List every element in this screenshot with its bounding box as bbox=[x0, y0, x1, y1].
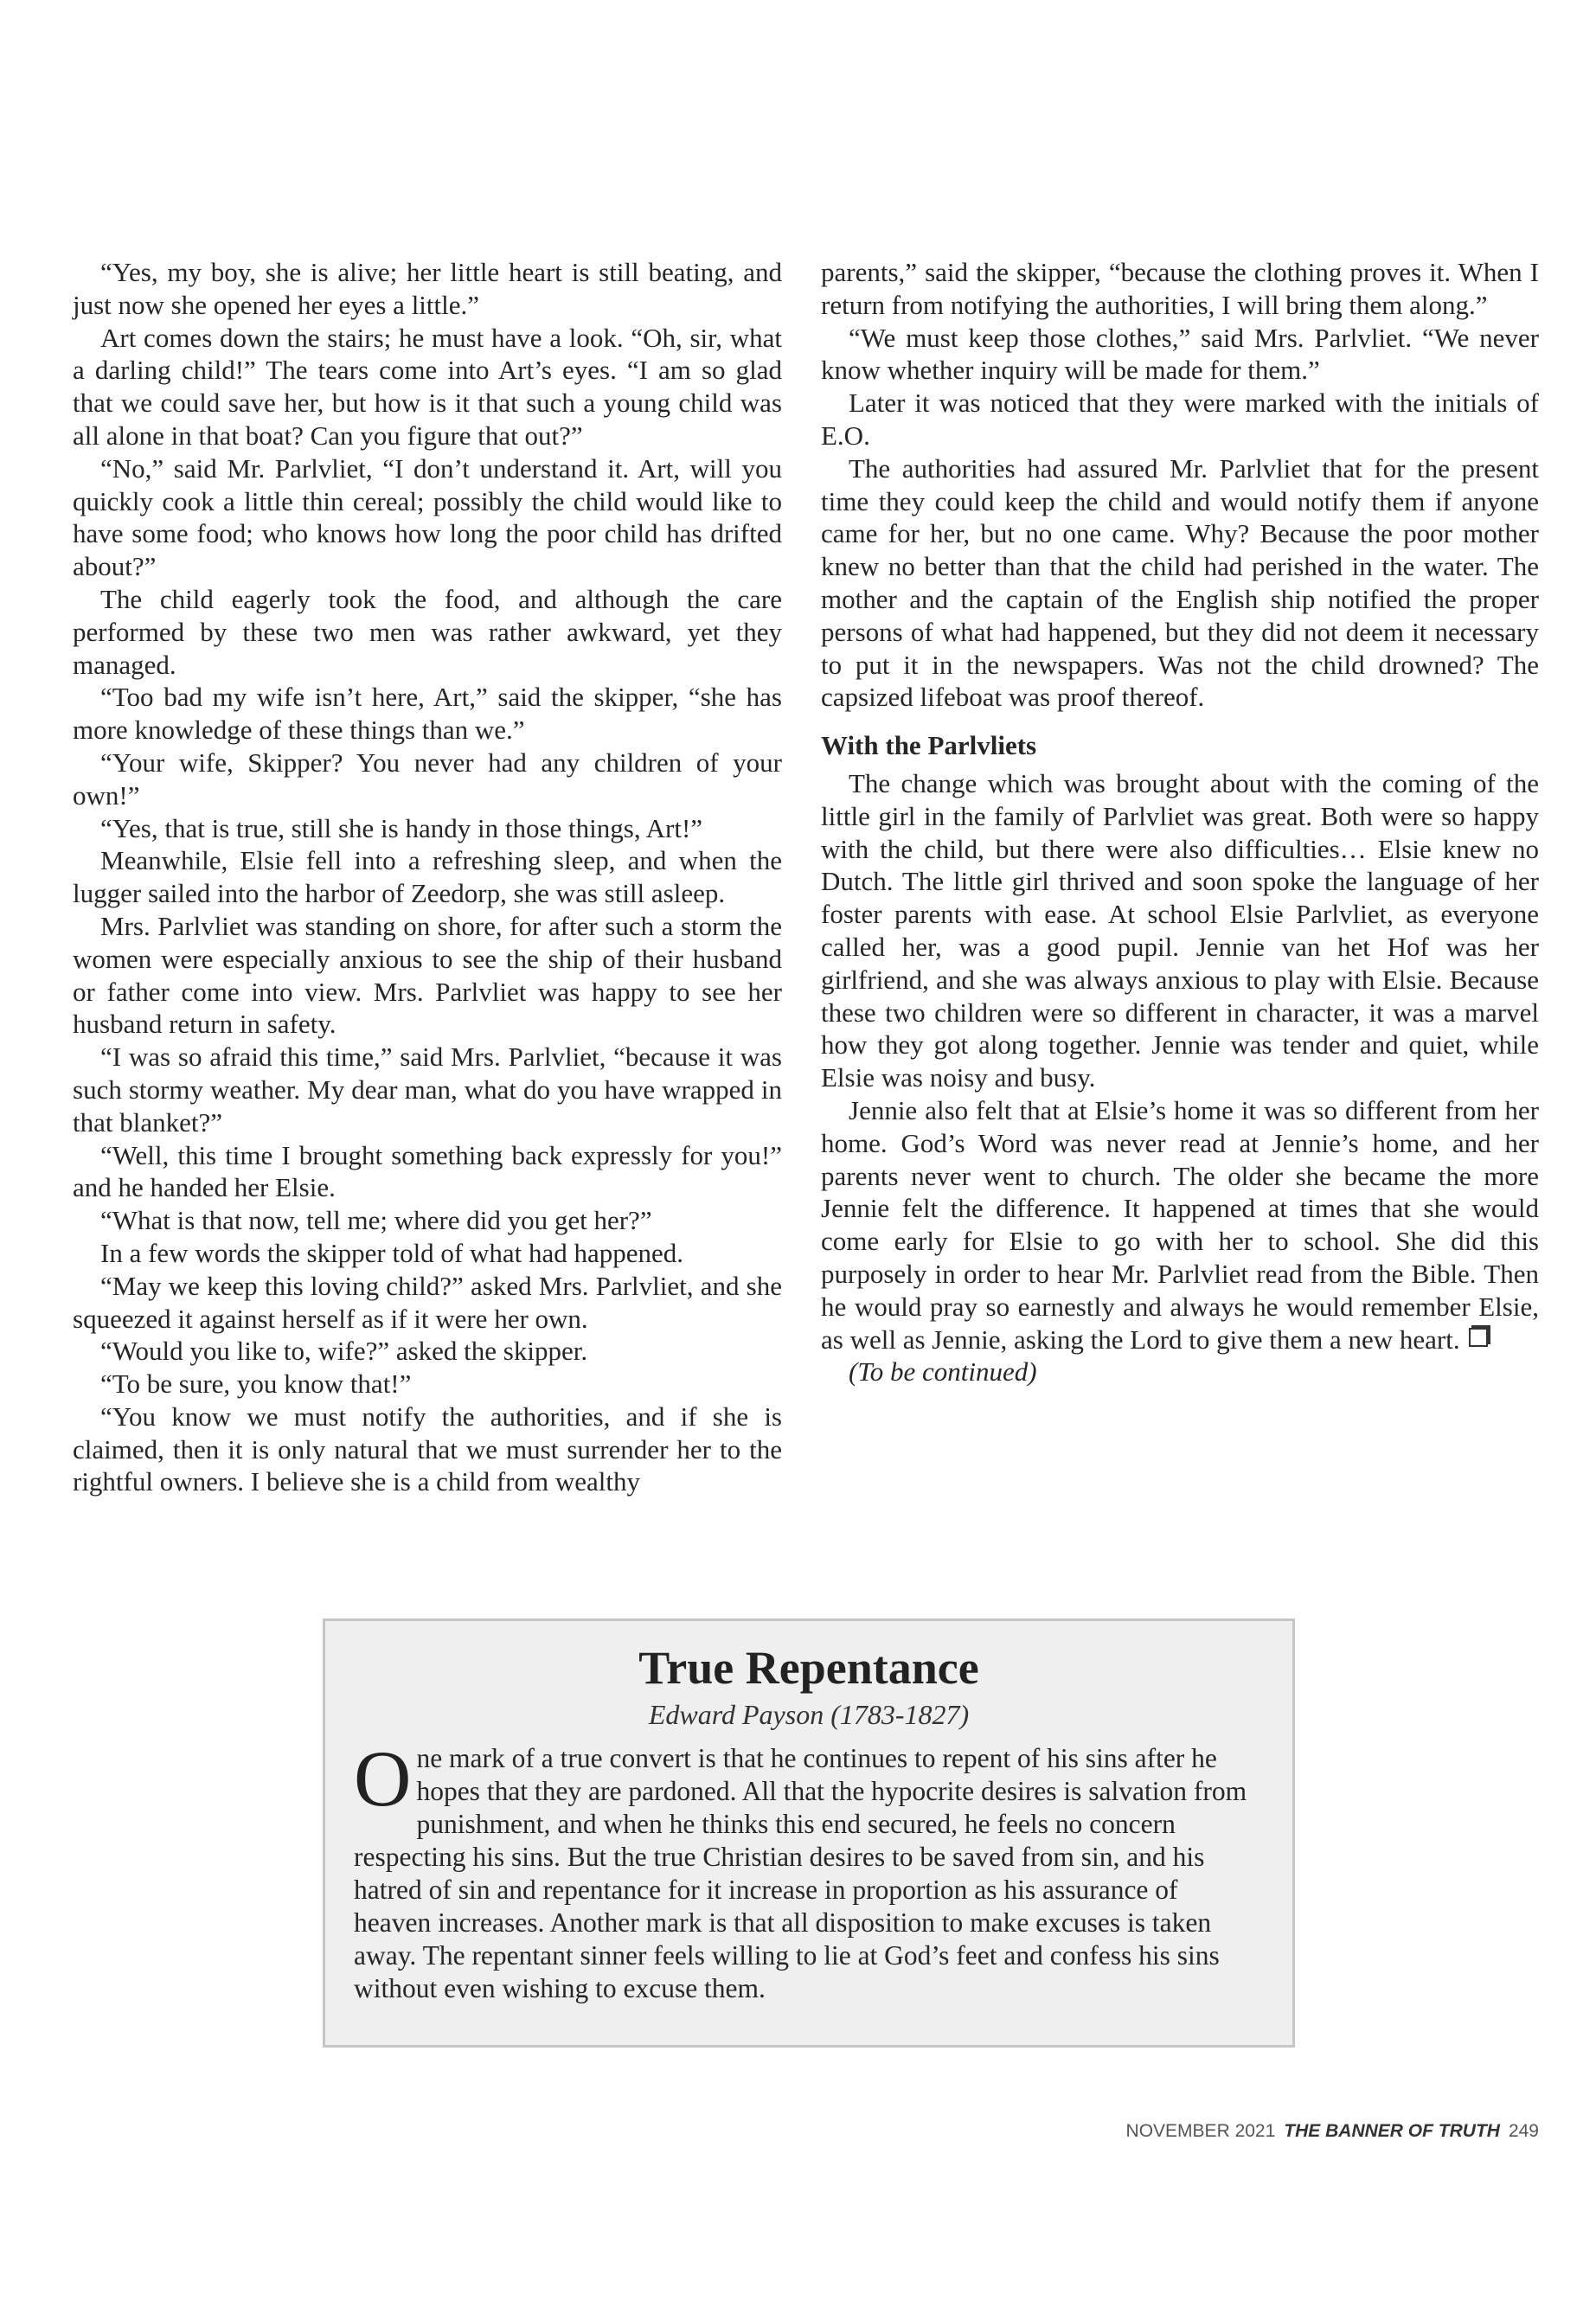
final-paragraph-text: Jennie also felt that at Elsie’s home it was so different from her home. God’s Word was never read at Jennie’s home, and her parents never went to church. The older she became the more Jennie felt the difference. It happened at times that she would come early for Elsie to go with her to school. She did this purposely in order to hear Mr. Parlvliet read from the Bible. Then he would pray so earnestly and always he would remember Elsie, as well as Jennie, asking the Lord to give them a new heart. bbox=[821, 1094, 1539, 1355]
paragraph: “Yes, that is true, still she is handy in those things, Art!” bbox=[100, 812, 703, 843]
paragraph: “No,” said Mr. Parlvliet, “I don’t understand it. Art, will you quickly cook a little thin cereal; possibly the child would like to have some food; who knows how long the poor child has drifted about?” bbox=[73, 452, 782, 582]
sidebar-title: True Repentance bbox=[638, 1642, 979, 1694]
paragraph: Art comes down the stairs; he must have a look. “Oh, sir, what a darling child!” The tears come into Art’s eyes. “I am so glad that we could save her, but how is it that such a young child was all alone in that boat? Can you figure that out?” bbox=[73, 322, 782, 451]
paragraph: “To be sure, you know that!” bbox=[100, 1368, 412, 1400]
paragraph: The authorities had assured Mr. Parlvliet that for the present time they could keep the child and would notify them if anyone came for her, but no one came. Why? Because the poor mother knew no better than that the child had perished in the water. The mother and the captain of the English ship notified the proper persons of what had happened, but they did not deem it necessary to put it in the newspapers. Was not the child drowned? The capsized lifeboat was proof thereof. bbox=[821, 452, 1539, 713]
page-footer bbox=[1126, 2121, 1539, 2142]
paragraph: “Well, this time I brought something back expressly for you!” and he handed her Elsie. bbox=[73, 1139, 782, 1203]
footer-issue: NOVEMBER 2021 bbox=[1125, 2121, 1276, 2141]
paragraph: “May we keep this loving child?” asked Mrs. Parlvliet, and she squeezed it against herself as if it were her own. bbox=[73, 1270, 782, 1334]
right-column bbox=[821, 256, 1539, 1388]
continued-paragraph: parents,” said the skipper, “because the clothing proves it. When I return from notifying the authorities, I will bring them along.” bbox=[821, 257, 1539, 320]
paragraph: “Yes, my boy, she is alive; her little heart is still beating, and just now she opened her eyes a little.” bbox=[73, 257, 782, 320]
final-paragraph bbox=[821, 1094, 1539, 1356]
sidebar-body-text: ne mark of a true convert is that he continues to repent of his sins after he hopes that they are pardoned. All that the hypocrite desires is salvation from punishment, and when he thinks this end secured, he feels no concern respecting his sins. But the true Christian desires to be saved from sin, and his hatred of sin and repentance for it increase in proportion as his assurance of heaven increases. Another mark is that all disposition to make excuses is taken away. The repentant sinner feels willing to lie at God’s feet and confess his sins without even wishing to excuse them. bbox=[354, 1743, 1247, 2003]
page-number: 249 bbox=[1508, 2121, 1539, 2141]
paragraph: In a few words the skipper told of what had happened. bbox=[100, 1237, 684, 1268]
sidebar-body bbox=[354, 1734, 1261, 2005]
sidebar-author: Edward Payson (1783-1827) bbox=[648, 1699, 970, 1730]
paragraph: “What is that now, tell me; where did you get her?” bbox=[100, 1205, 652, 1236]
paragraph: “We must keep those clothes,” said Mrs. Parlvliet. “We never know whether inquiry will be made for them.” bbox=[821, 322, 1539, 386]
drop-cap: O bbox=[354, 1734, 412, 1823]
section-subheading: With the Parlvliets bbox=[821, 730, 1037, 761]
paragraph: “Would you like to, wife?” asked the skipper. bbox=[100, 1336, 588, 1367]
paragraph: “I was so afraid this time,” said Mrs. Parlvliet, “because it was such stormy weather. My dear man, what do you have wrapped in that blanket?” bbox=[73, 1042, 782, 1138]
sidebar-box bbox=[323, 1618, 1295, 2048]
paragraph: “Too bad my wife isn’t here, Art,” said the skipper, “she has more knowledge of these things than we.” bbox=[73, 682, 782, 746]
to-be-continued: (To be continued) bbox=[849, 1356, 1037, 1388]
end-mark-icon bbox=[1469, 1328, 1488, 1347]
paragraph: Mrs. Parlvliet was standing on shore, for after such a storm the women were especially anxious to see the ship of their husband or father come into view. Mrs. Parlvliet was happy to see her husband return in safety. bbox=[73, 910, 782, 1040]
paragraph: Meanwhile, Elsie fell into a refreshing sleep, and when the lugger sailed into the harbor of Zeedorp, she was still asleep. bbox=[73, 845, 782, 909]
left-column bbox=[73, 256, 782, 1498]
paragraph: The child eagerly took the food, and although the care performed by these two men was rather awkward, yet they managed. bbox=[73, 583, 782, 680]
footer-publication: THE BANNER OF TRUTH bbox=[1284, 2121, 1500, 2141]
paragraph: Later it was noticed that they were marked with the initials of E.O. bbox=[821, 388, 1539, 451]
paragraph: “Your wife, Skipper? You never had any children of your own!” bbox=[73, 747, 782, 811]
paragraph: “You know we must notify the authorities, and if she is claimed, then it is only natural that we must surrender her to the rightful owners. I believe she is a child from wealthy bbox=[73, 1400, 782, 1497]
paragraph: The change which was brought about with the coming of the little girl in the family of Parlvliet was great. Both were so happy with the child, but there were also difficulties… Elsie knew no Dutch. The little girl thrived and soon spoke the language of her foster parents with ease. At school Elsie Parlvliet, as everyone called her, was a good pupil. Jennie van het Hof was her girlfriend, and she was always anxious to play with Elsie. Because these two children were so different in character, it was a marvel how they got along together. Jennie was tender and quiet, while Elsie was noisy and busy. bbox=[821, 767, 1539, 1093]
